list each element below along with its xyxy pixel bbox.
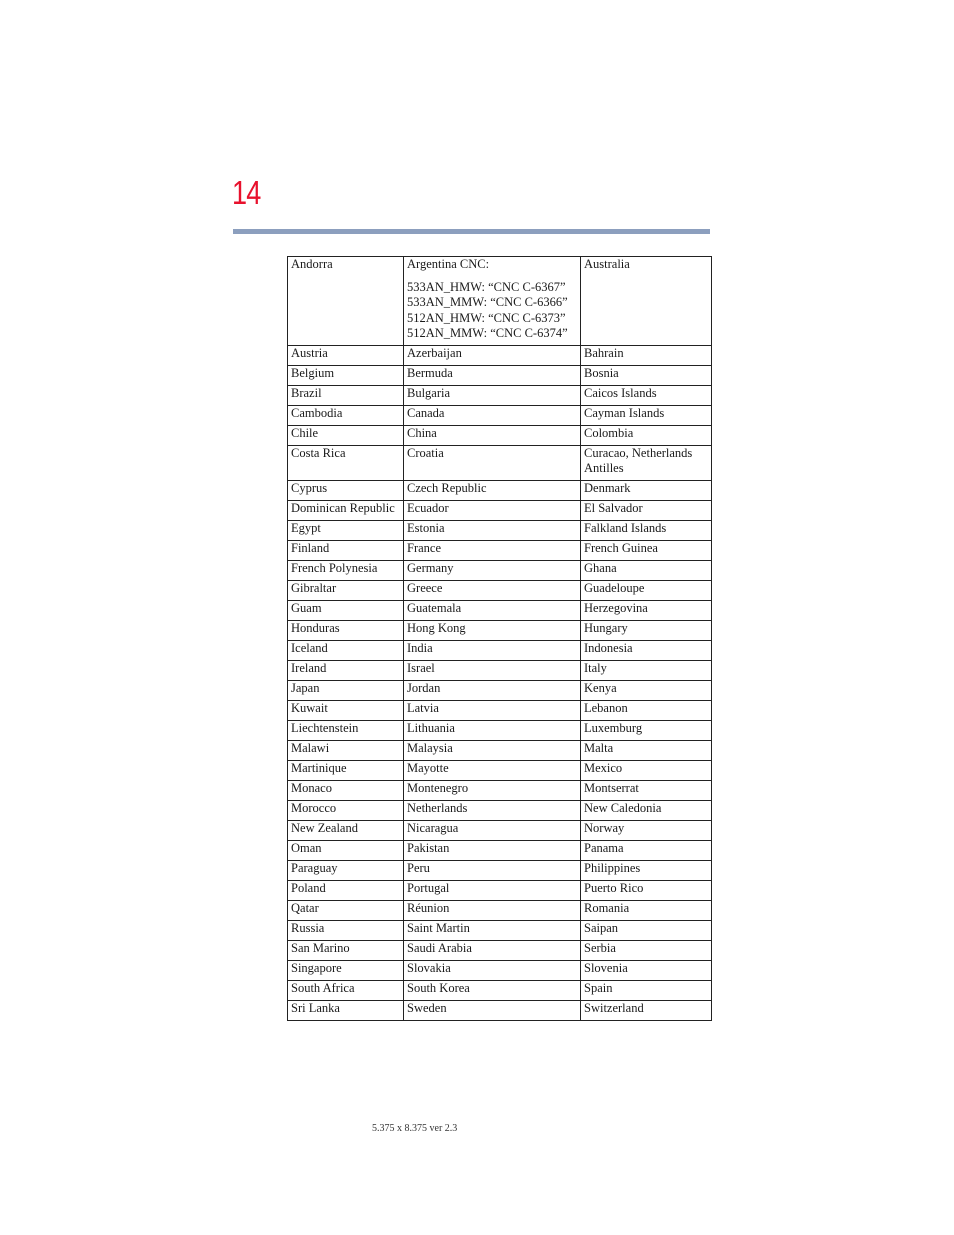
table-cell: Germany — [404, 560, 581, 580]
table-cell: Saint Martin — [404, 920, 581, 940]
table-cell: Réunion — [404, 900, 581, 920]
header-rule — [233, 229, 710, 234]
table-cell: Singapore — [288, 960, 404, 980]
table-row — [288, 1000, 712, 1020]
table-row — [288, 640, 712, 660]
table-cell: Denmark — [581, 480, 712, 500]
table-row — [288, 960, 712, 980]
table-cell: Netherlands — [404, 800, 581, 820]
table-cell: Mexico — [581, 760, 712, 780]
table-row — [288, 700, 712, 720]
table-cell: Austria — [288, 345, 404, 365]
argentina-cnc-line: 533AN_HMW: “CNC C-6367” — [407, 279, 566, 294]
table-cell: Portugal — [404, 880, 581, 900]
argentina-cnc-line: 533AN_MMW: “CNC C-6366” — [407, 295, 568, 309]
table-cell: Canada — [404, 405, 581, 425]
table-row — [288, 385, 712, 405]
table-cell: Indonesia — [581, 640, 712, 660]
table-cell: Liechtenstein — [288, 720, 404, 740]
table-cell: Oman — [288, 840, 404, 860]
table-cell: Croatia — [404, 445, 581, 480]
table-cell: Azerbaijan — [404, 345, 581, 365]
argentina-cnc-line: 512AN_MMW: “CNC C-6374” — [407, 326, 568, 340]
table-row — [288, 345, 712, 365]
table-row — [288, 480, 712, 500]
table-cell: Ireland — [288, 660, 404, 680]
table-row — [288, 257, 712, 346]
table-row — [288, 980, 712, 1000]
table-cell: Paraguay — [288, 860, 404, 880]
table-cell: El Salvador — [581, 500, 712, 520]
table-cell: Poland — [288, 880, 404, 900]
table-cell: Mayotte — [404, 760, 581, 780]
table-row — [288, 600, 712, 620]
country-table-body — [288, 257, 712, 1021]
table-cell: Guadeloupe — [581, 580, 712, 600]
table-cell: Philippines — [581, 860, 712, 880]
table-cell: Malawi — [288, 740, 404, 760]
argentina-cnc-title: Argentina CNC: — [407, 257, 490, 271]
table-cell: Sweden — [404, 1000, 581, 1020]
table-cell: Honduras — [288, 620, 404, 640]
table-row — [288, 760, 712, 780]
table-cell: Sri Lanka — [288, 1000, 404, 1020]
table-cell: Czech Republic — [404, 480, 581, 500]
table-cell: Bermuda — [404, 365, 581, 385]
table-cell: Kenya — [581, 680, 712, 700]
table-cell: New Zealand — [288, 820, 404, 840]
table-cell: Pakistan — [404, 840, 581, 860]
page-number: 14 — [232, 174, 261, 211]
table-cell: Herzegovina — [581, 600, 712, 620]
table-row — [288, 860, 712, 880]
table-cell: Saipan — [581, 920, 712, 940]
table-cell: Guatemala — [404, 600, 581, 620]
table-cell: San Marino — [288, 940, 404, 960]
table-cell: Montserrat — [581, 780, 712, 800]
table-cell: Egypt — [288, 520, 404, 540]
table-row — [288, 500, 712, 520]
argentina-cnc-cell — [404, 257, 581, 346]
table-cell: Spain — [581, 980, 712, 1000]
table-cell: Brazil — [288, 385, 404, 405]
table-cell: Iceland — [288, 640, 404, 660]
table-cell: Falkland Islands — [581, 520, 712, 540]
table-cell: China — [404, 425, 581, 445]
table-row — [288, 680, 712, 700]
table-row — [288, 520, 712, 540]
table-cell: Ghana — [581, 560, 712, 580]
table-row — [288, 425, 712, 445]
table-cell: Bosnia — [581, 365, 712, 385]
table-cell: Israel — [404, 660, 581, 680]
argentina-cnc-line: 512AN_HMW: “CNC C-6373” — [407, 310, 566, 325]
table-cell: Finland — [288, 540, 404, 560]
table-cell: Russia — [288, 920, 404, 940]
table-cell: Jordan — [404, 680, 581, 700]
table-cell: French Polynesia — [288, 560, 404, 580]
table-cell: Gibraltar — [288, 580, 404, 600]
table-cell: Greece — [404, 580, 581, 600]
table-cell: Serbia — [581, 940, 712, 960]
table-cell: Cyprus — [288, 480, 404, 500]
table-row — [288, 900, 712, 920]
table-cell: South Africa — [288, 980, 404, 1000]
table-row — [288, 840, 712, 860]
table-cell: Andorra — [288, 257, 404, 346]
table-cell: Slovenia — [581, 960, 712, 980]
table-row — [288, 365, 712, 385]
table-cell: Bulgaria — [404, 385, 581, 405]
table-cell: Lebanon — [581, 700, 712, 720]
table-cell: Nicaragua — [404, 820, 581, 840]
table-cell: Estonia — [404, 520, 581, 540]
table-cell: Colombia — [581, 425, 712, 445]
table-row — [288, 820, 712, 840]
table-cell: Guam — [288, 600, 404, 620]
table-cell: Caicos Islands — [581, 385, 712, 405]
table-cell: Hong Kong — [404, 620, 581, 640]
table-row — [288, 560, 712, 580]
table-row — [288, 780, 712, 800]
table-cell: Costa Rica — [288, 445, 404, 480]
table-cell: South Korea — [404, 980, 581, 1000]
country-table — [287, 256, 712, 1021]
table-row — [288, 720, 712, 740]
table-row — [288, 660, 712, 680]
table-cell: New Caledonia — [581, 800, 712, 820]
table-cell: Montenegro — [404, 780, 581, 800]
table-row — [288, 940, 712, 960]
table-cell: Chile — [288, 425, 404, 445]
table-row — [288, 580, 712, 600]
table-cell: Peru — [404, 860, 581, 880]
table-cell: Japan — [288, 680, 404, 700]
table-cell: Romania — [581, 900, 712, 920]
table-cell: France — [404, 540, 581, 560]
table-row — [288, 880, 712, 900]
table-row — [288, 920, 712, 940]
table-cell: Bahrain — [581, 345, 712, 365]
table-cell: French Guinea — [581, 540, 712, 560]
table-cell: Slovakia — [404, 960, 581, 980]
table-cell: Morocco — [288, 800, 404, 820]
table-row — [288, 445, 712, 480]
table-cell: Cambodia — [288, 405, 404, 425]
table-cell: Hungary — [581, 620, 712, 640]
table-cell: Martinique — [288, 760, 404, 780]
table-cell: Lithuania — [404, 720, 581, 740]
table-cell: Malta — [581, 740, 712, 760]
table-cell: Luxemburg — [581, 720, 712, 740]
table-cell: Malaysia — [404, 740, 581, 760]
table-cell: Australia — [581, 257, 712, 346]
table-row — [288, 800, 712, 820]
table-row — [288, 540, 712, 560]
table-cell: Ecuador — [404, 500, 581, 520]
table-cell: Monaco — [288, 780, 404, 800]
table-cell: Cayman Islands — [581, 405, 712, 425]
table-cell: Belgium — [288, 365, 404, 385]
page-footer: 5.375 x 8.375 ver 2.3 — [372, 1123, 458, 1134]
table-cell: Dominican Republic — [288, 500, 404, 520]
table-cell: Switzerland — [581, 1000, 712, 1020]
table-cell: Qatar — [288, 900, 404, 920]
table-row — [288, 740, 712, 760]
table-cell: Kuwait — [288, 700, 404, 720]
table-cell: Italy — [581, 660, 712, 680]
table-row — [288, 620, 712, 640]
table-cell: Puerto Rico — [581, 880, 712, 900]
table-cell: Curacao, Netherlands Antilles — [581, 445, 712, 480]
table-cell: Latvia — [404, 700, 581, 720]
table-cell: Panama — [581, 840, 712, 860]
table-cell: Saudi Arabia — [404, 940, 581, 960]
table-cell: Norway — [581, 820, 712, 840]
table-cell: India — [404, 640, 581, 660]
table-row — [288, 405, 712, 425]
